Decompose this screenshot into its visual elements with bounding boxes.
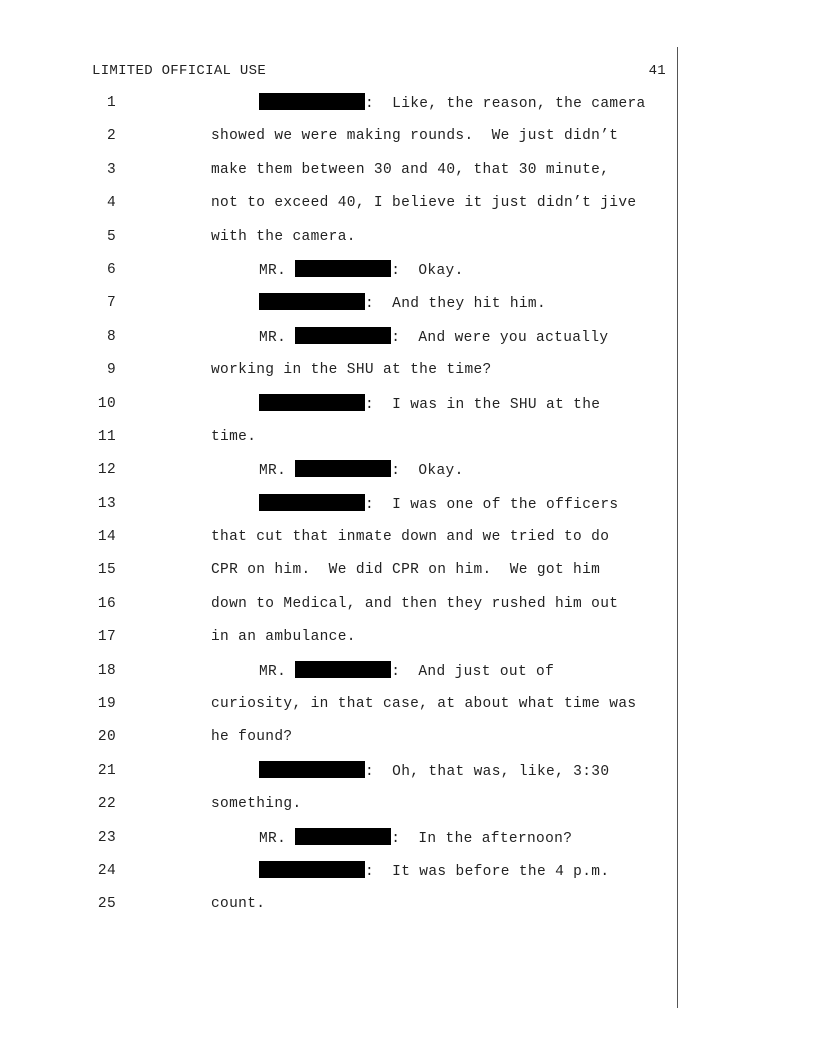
spoken-text: : Like, the reason, the camera [365,96,646,112]
speaker-prefix: MR. [259,830,296,847]
spoken-text: showed we were making rounds. We just didn’t [211,128,619,145]
line-number: 7 [106,295,116,312]
spoken-text: time. [211,428,257,445]
spoken-text: with the camera. [211,228,356,245]
line-number: 5 [106,228,116,245]
line-number: 11 [97,428,116,445]
line-number: 19 [97,696,116,713]
transcript-line [0,661,680,694]
transcript-line [0,527,680,560]
line-text [211,227,356,247]
transcript-line [0,627,680,660]
transcript-line [0,427,680,460]
transcript-line [0,894,680,927]
transcript-line [0,861,680,894]
line-text [211,594,618,614]
spoken-text: count. [211,896,266,913]
line-number: 12 [97,462,116,479]
spoken-text: something. [211,796,302,813]
redaction-box [295,460,391,477]
spoken-text: he found? [211,729,293,746]
spoken-text: not to exceed 40, I believe it just didn’t jive [211,195,637,212]
line-number: 8 [106,328,116,345]
speaker-prefix: MR. [259,262,296,279]
transcript-line [0,260,680,293]
line-text [211,727,292,747]
redaction-box [259,93,365,110]
line-number: 20 [97,729,116,746]
line-text [211,894,265,914]
line-text [259,394,600,415]
line-text [259,861,609,882]
line-text [211,694,636,714]
line-number: 1 [106,95,116,111]
redaction-box [295,828,391,845]
line-text [259,260,464,281]
spoken-text: : It was before the 4 p.m. [365,863,610,880]
redaction-box [259,761,365,778]
classification-marking: LIMITED OFFICIAL USE [92,63,267,79]
spoken-text: : I was one of the officers [365,496,619,513]
transcript-line [0,394,680,427]
line-number: 18 [97,662,116,679]
line-number: 24 [97,862,116,879]
line-text [259,828,572,849]
spoken-text: : And were you actually [391,329,609,346]
line-number: 25 [97,896,116,913]
spoken-text: : I was in the SHU at the [365,396,601,413]
spoken-text: that cut that inmate down and we tried to do [211,529,610,546]
line-number: 21 [97,762,116,779]
line-text [211,360,492,380]
transcript-line [0,327,680,360]
speaker-prefix: MR. [259,463,296,480]
line-number: 4 [106,195,116,212]
transcript-line [0,360,680,393]
line-text [259,494,618,515]
line-number: 17 [97,629,116,646]
line-text [211,160,609,180]
spoken-text: : Oh, that was, like, 3:30 [365,763,610,780]
line-number: 2 [106,128,116,145]
line-text [211,193,636,213]
transcript-line [0,594,680,627]
line-text [211,560,600,580]
spoken-text: curiosity, in that case, at about what time was [211,696,637,713]
spoken-text: : Okay. [391,262,464,279]
transcript-line [0,460,680,493]
spoken-text: : And they hit him. [365,296,547,313]
line-number: 23 [97,829,116,846]
spoken-text: working in the SHU at the time? [211,362,492,379]
transcript-line [0,494,680,527]
transcript-line [0,160,680,193]
transcript-lines [0,93,680,928]
spoken-text: CPR on him. We did CPR on him. We got him [211,562,601,579]
line-text [211,794,302,814]
speaker-prefix: MR. [259,663,296,680]
line-number: 22 [97,796,116,813]
line-text [259,293,546,314]
transcript-line [0,560,680,593]
redaction-box [295,661,391,678]
redaction-box [295,327,391,344]
redaction-box [259,293,365,310]
line-number: 16 [97,595,116,612]
spoken-text: : In the afternoon? [391,830,573,847]
transcript-line [0,126,680,159]
redaction-box [259,494,365,511]
speaker-prefix: MR. [259,329,296,346]
transcript-line [0,794,680,827]
transcript-line [0,93,680,126]
spoken-text: make them between 30 and 40, that 30 minute, [211,161,610,178]
line-number: 10 [97,395,116,412]
redaction-box [295,260,391,277]
line-text [259,460,464,481]
page-number: 41 [648,63,666,79]
line-number: 9 [106,362,116,379]
redaction-box [259,861,365,878]
spoken-text: in an ambulance. [211,629,356,646]
transcript-line [0,727,680,760]
transcript-line [0,193,680,226]
transcript-line [0,227,680,260]
transcript-line [0,761,680,794]
line-number: 3 [106,161,116,178]
transcript-line [0,828,680,861]
line-text [259,93,646,114]
transcript-line [0,694,680,727]
line-text [211,126,618,146]
redaction-box [259,394,365,411]
transcript-line [0,293,680,326]
line-text [259,761,609,782]
line-number: 15 [97,562,116,579]
page-header [92,62,666,80]
spoken-text: : And just out of [391,663,555,680]
line-text [211,527,609,547]
spoken-text: down to Medical, and then they rushed him out [211,595,619,612]
line-text [259,327,608,348]
line-number: 13 [97,495,116,512]
line-text [259,661,554,682]
spoken-text: : Okay. [391,463,464,480]
line-text [211,427,256,447]
line-number: 14 [97,529,116,546]
line-number: 6 [106,261,116,278]
line-text [211,627,356,647]
